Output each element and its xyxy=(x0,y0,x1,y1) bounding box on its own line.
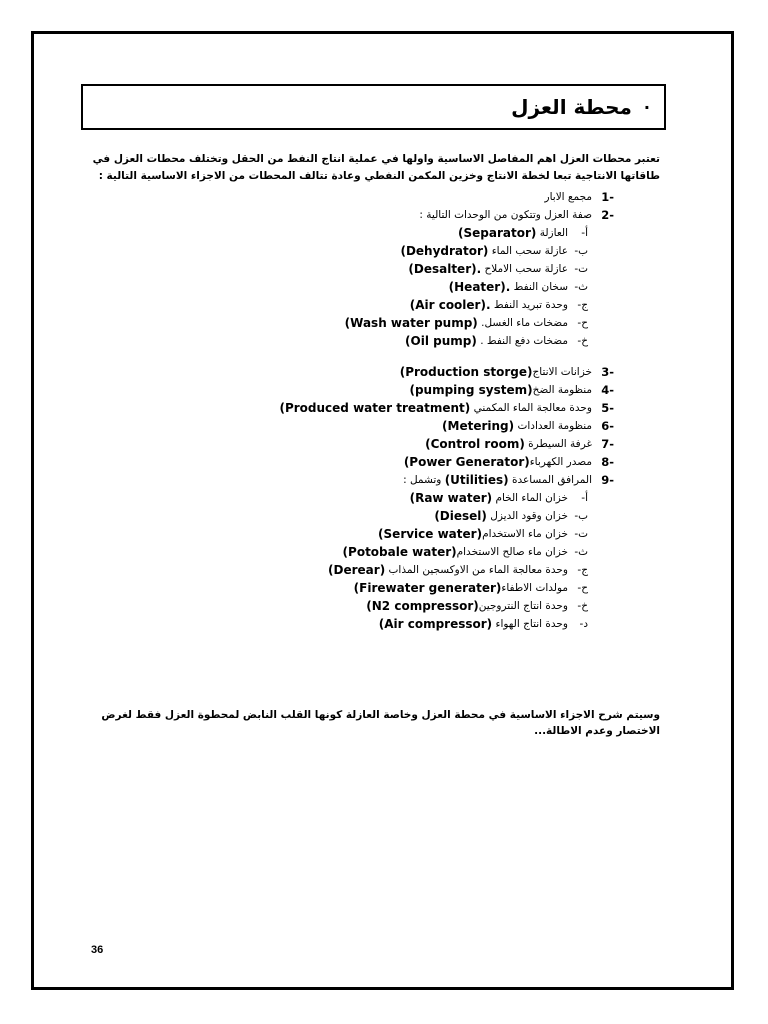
sub-item-english: (Oil pump) xyxy=(405,334,477,348)
sub-item-english: (Wash water pump) xyxy=(344,316,478,330)
item-text: منظومة العدادات xyxy=(517,420,592,432)
section-title: محطة العزل xyxy=(511,95,632,119)
sub-item-letter: ج- xyxy=(577,564,588,576)
sub-item-text: العازلة xyxy=(539,227,568,239)
sub-list-item xyxy=(84,332,614,350)
sub-item-letter: ث- xyxy=(574,546,588,558)
sub-list-item xyxy=(84,489,614,507)
sub-item-text: مولدات الاطفاء xyxy=(501,582,568,594)
sub-item-text: وحدة انتاج الهواء xyxy=(495,618,568,630)
sub-list-item xyxy=(84,278,614,296)
intro-paragraph: تعتبر محطات العزل اهم المفاصل الاساسية واولها في عملية انتاج النفط من الحقل وتختلف محطات العزل في طاقاتها الانتاجية تبعا لخطة الانتاج وخزين المكمن النفطي وعادة تتالف المحطات من الاجزاء الاساسية التالية : xyxy=(92,153,660,182)
sub-item-english: (Separator) xyxy=(458,226,537,240)
section-title-box xyxy=(81,84,666,130)
sub-item-english: (Heater). xyxy=(448,280,511,294)
list-item xyxy=(84,435,614,453)
sub-list-item xyxy=(84,525,614,543)
sub-item-text: مضخات دفع النفط . xyxy=(480,335,568,347)
sub-list-item xyxy=(84,615,614,633)
sub-item-letter: خ- xyxy=(577,335,588,347)
item-text: خزانات الانتاج xyxy=(532,366,592,378)
list-item xyxy=(84,188,614,206)
sub-list-item xyxy=(84,224,614,242)
sub-item-text: سخان النفط xyxy=(513,281,568,293)
sub-item-english: (Desalter). xyxy=(408,262,482,276)
sub-item-english: (Derear) xyxy=(328,563,386,577)
sub-item-english: (Raw water) xyxy=(409,491,493,505)
sub-list-item xyxy=(84,597,614,615)
sub-list-item xyxy=(84,579,614,597)
sub-item-text: مضخات ماء الغسل. xyxy=(481,317,568,329)
sub-item-english: (Service water) xyxy=(378,527,483,541)
sub-item-text: خزان الماء الخام xyxy=(495,492,568,504)
sub-item-letter: ح- xyxy=(577,582,588,594)
sub-item-english: (N2 compressor) xyxy=(366,599,479,613)
item-english: (Power Generator) xyxy=(403,455,530,469)
item-text: مصدر الكهرباء xyxy=(529,456,592,468)
title-bullet: · xyxy=(643,97,650,117)
item-number: -7 xyxy=(601,437,614,451)
sub-item-text: عازلة سحب الاملاح xyxy=(484,263,568,275)
item-number: -2 xyxy=(601,208,614,222)
sub-item-letter: ث- xyxy=(574,281,588,293)
sub-item-english: (Potobale water) xyxy=(342,545,457,559)
page-number: 36 xyxy=(91,944,104,956)
list-item xyxy=(84,363,614,381)
list-item xyxy=(84,206,614,224)
closing-paragraph: وسيتم شرح الاجزاء الاساسية في محطة العزل وخاصة العازلة كونها القلب النابض لمحطوة العزل فقط لغرض الاختصار وعدم الاطالة... xyxy=(101,709,660,737)
sub-list-item xyxy=(84,296,614,314)
item-text: صفة العزل وتتكون من الوحدات التالية : xyxy=(419,209,592,221)
sub-item-letter: ت- xyxy=(574,528,588,540)
item-english: (pumping system) xyxy=(409,383,533,397)
sub-list-item xyxy=(84,314,614,332)
list-item xyxy=(84,399,614,417)
list-item xyxy=(84,381,614,399)
item-number: -4 xyxy=(601,383,614,397)
list-item xyxy=(84,453,614,471)
item-text: منظومة الضخ xyxy=(532,384,592,396)
item-english: (Produced water treatment) xyxy=(279,401,471,415)
sub-item-english: (Firewater generater) xyxy=(353,581,502,595)
item-number: -6 xyxy=(601,419,614,433)
list-gap xyxy=(84,350,614,363)
item-number: -5 xyxy=(601,401,614,415)
sub-list-item xyxy=(84,242,614,260)
sub-item-text: وحدة تبريد النفط xyxy=(493,299,568,311)
sub-item-letter: ب- xyxy=(574,245,588,257)
sub-item-text: خزان ماء صالح الاستخدام xyxy=(456,546,568,558)
sub-item-english: (Dehydrator) xyxy=(400,244,489,258)
list-item xyxy=(84,471,614,489)
components-outline xyxy=(84,188,614,633)
sub-item-text: وحدة معالجة الماء من الاوكسجين المذاب xyxy=(388,564,568,576)
item-english: (Utilities) xyxy=(444,473,509,487)
item-number: -9 xyxy=(601,473,614,487)
sub-item-letter: ت- xyxy=(574,263,588,275)
item-number: -1 xyxy=(601,190,614,204)
sub-item-text: وحدة انتاج النتروجين xyxy=(478,600,568,612)
sub-item-english: (Diesel) xyxy=(434,509,487,523)
item-text: المرافق المساعدة xyxy=(511,474,592,486)
sub-item-english: (Air compressor) xyxy=(378,617,493,631)
item-text: غرفة السيطرة xyxy=(528,438,592,450)
sub-item-text: خزان وقود الديزل xyxy=(490,510,568,522)
sub-item-letter: د- xyxy=(579,618,588,630)
sub-list-item xyxy=(84,543,614,561)
item-english: (Production storge) xyxy=(399,365,533,379)
sub-item-text: خزان ماء الاستخدام xyxy=(482,528,568,540)
item-text: وحدة معالجة الماء المكمني xyxy=(473,402,592,414)
sub-item-letter: ج- xyxy=(577,299,588,311)
sub-list-item xyxy=(84,260,614,278)
sub-item-english: (Air cooler). xyxy=(409,298,491,312)
list-item xyxy=(84,417,614,435)
sub-item-letter: أ- xyxy=(581,492,588,504)
item-text: مجمع الابار xyxy=(544,191,592,203)
sub-item-letter: أ- xyxy=(581,227,588,239)
item-text-after: وتشمل : xyxy=(403,474,442,486)
sub-list-item xyxy=(84,507,614,525)
sub-item-letter: خ- xyxy=(577,600,588,612)
item-number: -3 xyxy=(601,365,614,379)
sub-item-letter: ب- xyxy=(574,510,588,522)
item-english: (Control room) xyxy=(425,437,525,451)
sub-list-item xyxy=(84,561,614,579)
sub-item-letter: ح- xyxy=(577,317,588,329)
item-english: (Metering) xyxy=(442,419,515,433)
sub-item-text: عازلة سحب الماء xyxy=(491,245,568,257)
item-number: -8 xyxy=(601,455,614,469)
